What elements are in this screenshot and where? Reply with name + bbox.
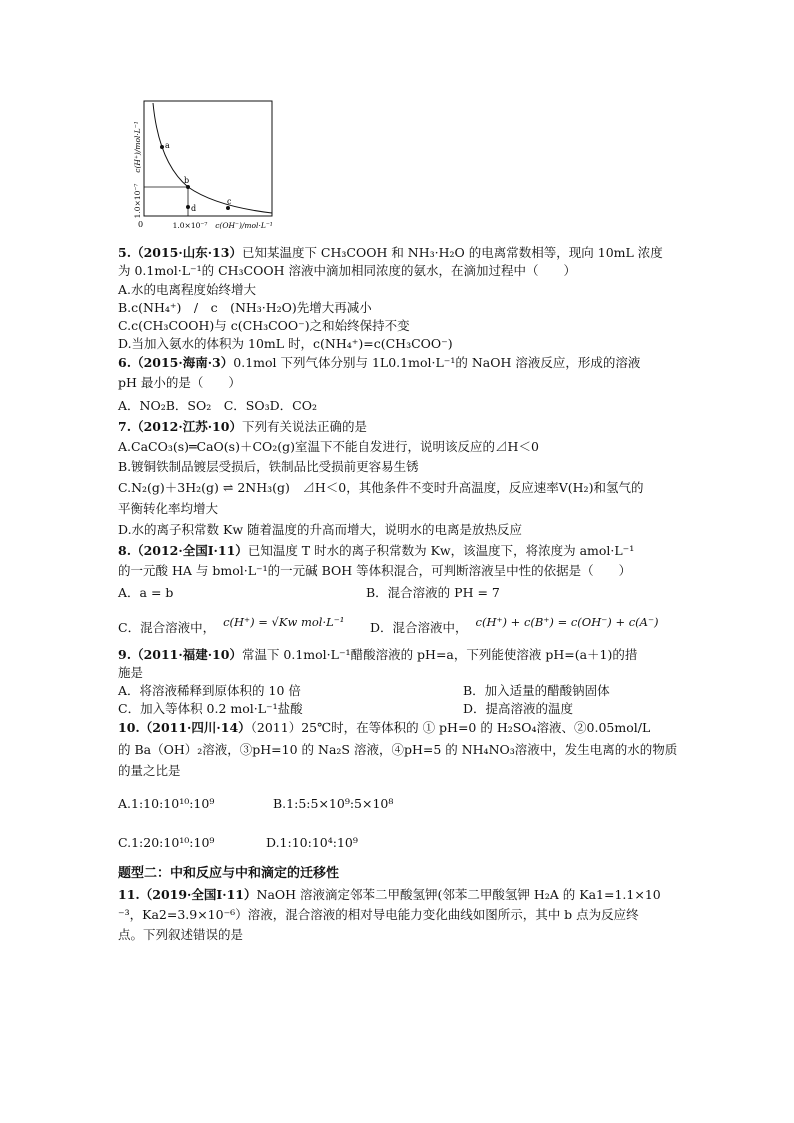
origin-label: 0 [138, 220, 144, 229]
q7-stem: 下列有关说法正确的是 [241, 419, 367, 434]
ion-product-graph [128, 95, 288, 235]
q8-option-c-formula: c(H⁺) = √Kw mol·L⁻¹ [223, 615, 345, 629]
q9-line1 [118, 646, 637, 664]
q5-option-b: B.c(NH₄⁺) / c (NH₃·H₂O)先增大再减小 [118, 300, 372, 315]
q8-option-c [118, 615, 345, 637]
q5-stem: 已知某温度下 CH₃COOH 和 NH₃·H₂O 的电离常数相等，现向 10mL 浓度 [241, 245, 663, 260]
q8-source: （2012·全国Ⅰ·11） [131, 543, 248, 558]
q10-stem: （2011）25℃时，在等体积的 ① pH=0 的 H₂SO₄溶液、②0.05mol/L [250, 720, 651, 735]
q10-source: （2011·四川·14） [139, 720, 251, 735]
q7-line1 [118, 418, 367, 436]
x-axis-label: c(OH⁻)/mol·L⁻¹ [215, 221, 273, 230]
q7-option-b: B.镀铜铁制品镀层受损后，铁制品比受损前更容易生锈 [118, 459, 419, 474]
q8-line2: 的一元酸 HA 与 bmol·L⁻¹的一元碱 BOH 等体积混合，可判断溶液呈中性的依据是（ ） [118, 563, 632, 578]
point-a-label: a [165, 141, 170, 150]
q11-line1 [118, 886, 661, 904]
section-heading: 题型二：中和反应与中和滴定的迁移性 [118, 866, 340, 881]
q9-option-c: C．加入等体积 0.2 mol·L⁻¹盐酸 [118, 701, 303, 716]
q5-option-d: D.当加入氨水的体积为 10mL 时，c(NH₄⁺)=c(CH₃COO⁻) [118, 336, 453, 351]
q10-line3: 的量之比是 [118, 763, 181, 778]
point-c [226, 206, 230, 210]
q11-line3: 点。下列叙述错误的是 [118, 927, 244, 942]
q8-option-a: A．a = b [118, 585, 174, 600]
q9-option-d: D．提高溶液的温度 [463, 701, 574, 716]
q9-line2: 施是 [118, 665, 144, 680]
point-b [186, 185, 190, 189]
q9-option-a: A．将溶液稀释到原体积的 10 倍 [118, 683, 301, 698]
y-axis-label: c(H⁺)/mol·L⁻¹ [133, 121, 142, 173]
q11-number: 11. [118, 887, 140, 902]
q7-source: （2012·江苏·10） [131, 419, 242, 434]
q10-option-b: B.1:5:5×10⁹:5×10⁸ [273, 796, 394, 811]
q7-option-d: D.水的离子积常数 Kw 随着温度的升高而增大，说明水的电离是放热反应 [118, 522, 523, 537]
q10-number: 10. [118, 720, 140, 735]
q7-option-c: C.N₂(g)＋3H₂(g) ⇌ 2NH₃(g) ⊿H＜0，其他条件不变时升高温度，反应速率Ⅴ(H₂)和氢气的 [118, 480, 644, 495]
q8-option-d-formula: c(H⁺) + c(B⁺) = c(OH⁻) + c(A⁻) [475, 615, 659, 629]
x-tick-label: 1.0×10⁻⁷ [172, 221, 208, 230]
q6-source: （2015·海南·3） [131, 355, 234, 370]
q10-option-c: C.1:20:10¹⁰:10⁹ [118, 835, 215, 850]
graph-frame [144, 101, 272, 216]
point-d-label: d [191, 204, 197, 213]
q8-stem: 已知温度 T 时水的离子积常数为 Kw，该温度下，将浓度为 amol·L⁻¹ [247, 543, 635, 558]
q6-stem: 0.1mol 下列气体分别与 1L0.1mol·L⁻¹的 NaOH 溶液反应，形成的溶液 [233, 355, 641, 370]
q6-line2: pH 最小的是（ ） [118, 375, 241, 390]
q5-option-a: A.水的电离程度始终增大 [118, 282, 257, 297]
q5-number: 5. [118, 245, 132, 260]
q5-source: （2015·山东·13） [131, 245, 242, 260]
q6-options: A．NO₂B．SO₂ C．SO₃D．CO₂ [118, 398, 317, 413]
point-c-label: c [227, 197, 232, 206]
q11-line2: ⁻³，Ka2=3.9×10⁻⁶）溶液，混合溶液的相对导电能力变化曲线如图所示，其中 b 点为反应终 [118, 907, 639, 922]
q8-option-c-label: C．混合溶液中， [118, 620, 216, 635]
q7-option-c-cont: 平衡转化率均增大 [118, 501, 219, 516]
y-tick-label: 1.0×10⁻⁷ [133, 183, 142, 219]
graph-curve [153, 103, 272, 213]
q9-source: （2011·福建·10） [131, 647, 242, 662]
q8-option-d-label: D．混合溶液中， [370, 620, 468, 635]
q10-option-a: A.1:10:10¹⁰:10⁹ [118, 796, 215, 811]
q8-number: 8. [118, 543, 132, 558]
q10-option-d: D.1:10:10⁴:10⁹ [266, 835, 358, 850]
q7-option-a: A.CaCO₃(s)═CaO(s)＋CO₂(g)室温下不能自发进行，说明该反应的⊿H＜0 [118, 439, 539, 454]
q9-number: 9. [118, 647, 132, 662]
q11-stem: NaOH 溶液滴定邻苯二甲酸氢钾(邻苯二甲酸氢钾 H₂A 的 Ka1=1.1×10 [256, 887, 661, 902]
point-b-label: b [184, 176, 190, 185]
q5-option-c: C.c(CH₃COOH)与 c(CH₃COO⁻)之和始终保持不变 [118, 318, 410, 333]
q9-stem: 常温下 0.1mol·L⁻¹醋酸溶液的 pH=a，下列能使溶液 pH=(a＋1)的措 [241, 647, 638, 662]
q10-line1 [118, 719, 650, 737]
q7-number: 7. [118, 419, 132, 434]
q10-line2: 的 Ba（OH）₂溶液，③pH=10 的 Na₂S 溶液，④pH=5 的 NH₄NO₃溶液中，发生电离的水的物质 [118, 742, 678, 757]
q5-line1 [118, 244, 663, 262]
q8-line1 [118, 542, 634, 560]
q6-line1 [118, 354, 640, 372]
point-a [160, 145, 164, 149]
q8-option-b: B．混合溶液的 PH = 7 [366, 585, 500, 600]
q6-number: 6. [118, 355, 132, 370]
q9-option-b: B．加入适量的醋酸钠固体 [463, 683, 610, 698]
q5-line2: 为 0.1mol·L⁻¹的 CH₃COOH 溶液中滴加相同浓度的氨水，在滴加过程中（ ） [118, 263, 576, 278]
q8-option-d [370, 615, 659, 637]
point-d [186, 205, 190, 209]
q11-source: （2019·全国Ⅰ·11） [139, 887, 257, 902]
